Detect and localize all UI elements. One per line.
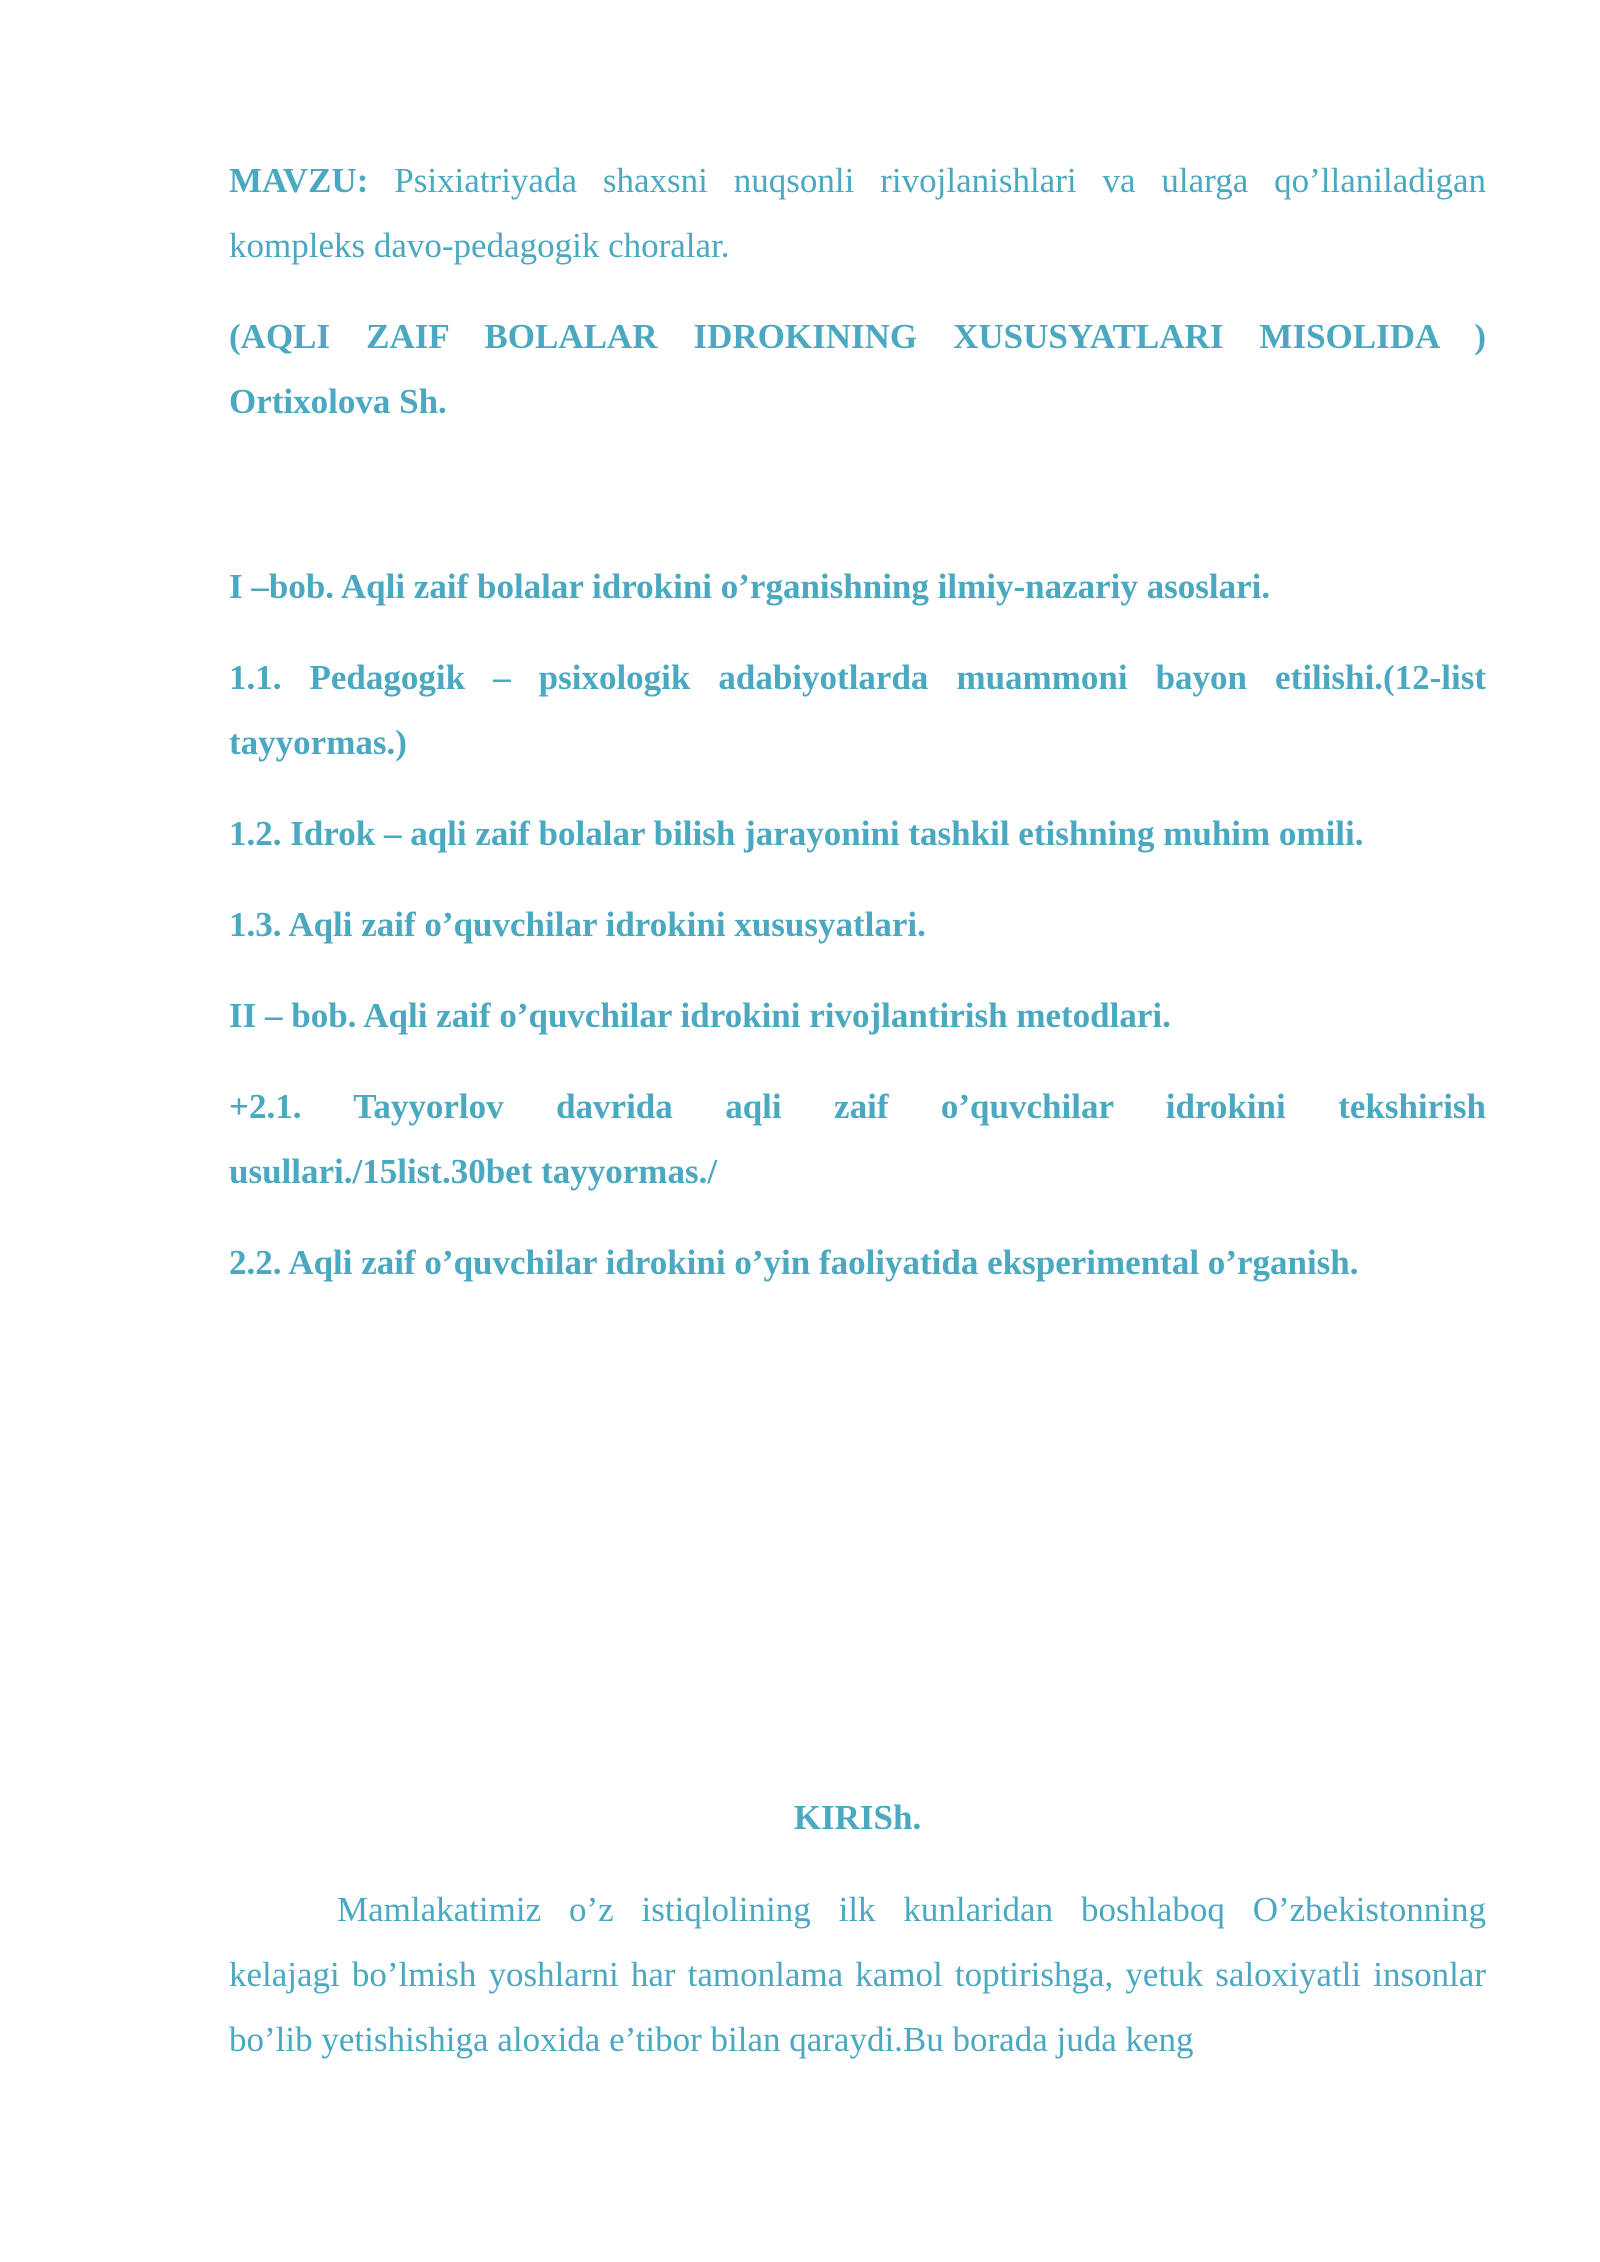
toc-item-chapter-2: II – bob. Aqli zaif o’quvchilar idrokini rivojlantirish metodlari. [229,996,1171,1035]
toc-item-1-1: 1.1. Pedagogik – psixologik adabiyotlarda muammoni bayon etilishi.(12-list tayyormas.) [229,658,1486,762]
toc-item-1-2: 1.2. Idrok – aqli zaif bolalar bilish jarayonini tashkil etishning muhim omili. [229,814,1364,853]
intro-paragraph: Mamlakatimiz o’z istiqlolining ilk kunlaridan boshlaboq O’zbekistonning kelajagi bo’lmish yoshlarni har tamonlama kamol toptirishga, yetuk saloxiyatli insonlar bo’lib yetishishiga aloxida e’tibor bilan qaraydi.Bu borada juda keng [229,1890,1486,2059]
document-author: Ortixolova Sh. [229,382,447,421]
toc-item-1-3: 1.3. Aqli zaif o’quvchilar idrokini xususyatlari. [229,905,926,944]
topic-label: MAVZU: [229,161,369,200]
document-content [229,148,1486,2059]
document-topic [229,148,1486,278]
document-subtitle: (AQLI ZAIF BOLALAR IDROKINING XUSUSYATLARI MISOLIDA ) [229,317,1486,356]
toc-item-2-1: +2.1. Tayyorlov davrida aqli zaif o’quvchilar idrokini tekshirish usullari./15list.30bet tayyormas./ [229,1087,1486,1191]
topic-text: Psixiatriyada shaxsni nuqsonli rivojlanishlari va ularga qo’llaniladigan kompleks davo-pedagogik choralar. [229,161,1486,265]
intro-heading: KIRISh. [793,1798,922,1837]
toc-item-2-2: 2.2. Aqli zaif o’quvchilar idrokini o’yin faoliyatida eksperimental o’rganish. [229,1243,1359,1282]
toc-item-chapter-1: I –bob. Aqli zaif bolalar idrokini o’rganishning ilmiy-nazariy asoslari. [229,567,1271,606]
